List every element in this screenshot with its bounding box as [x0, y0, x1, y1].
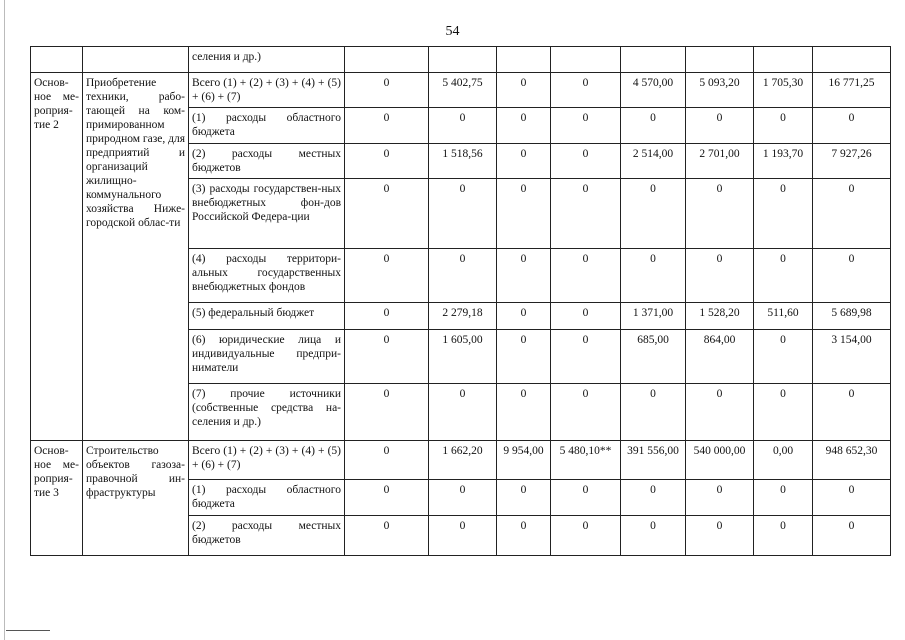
- value-cell: 1 528,20: [686, 303, 754, 330]
- value-cell: 0: [813, 480, 891, 516]
- footer-rule: [6, 630, 50, 631]
- value-cell: 9 954,00: [497, 441, 551, 480]
- funding-source-cell: (2) расходы местных бюджетов: [189, 144, 345, 179]
- value-cell: 2 279,18: [429, 303, 497, 330]
- activity-code-cell: Основ-ное ме-роприя-тие 2: [31, 73, 83, 441]
- funding-source-cell: (1) расходы областного бюджета: [189, 108, 345, 144]
- value-cell: 5 402,75: [429, 73, 497, 108]
- value-cell: 16 771,25: [813, 73, 891, 108]
- value-cell: 0: [754, 108, 813, 144]
- value-cell: 0: [497, 179, 551, 249]
- value-cell: 3 154,00: [813, 330, 891, 384]
- funding-source-cell: (5) федеральный бюджет: [189, 303, 345, 330]
- value-cell: 0: [813, 384, 891, 441]
- value-cell: 0: [621, 480, 686, 516]
- value-cell: 0: [754, 249, 813, 303]
- empty-cell: [345, 47, 429, 73]
- empty-cell: [551, 47, 621, 73]
- value-cell: 0: [686, 516, 754, 556]
- value-cell: 0: [813, 516, 891, 556]
- value-cell: 0: [813, 249, 891, 303]
- value-cell: 0: [497, 384, 551, 441]
- empty-cell: [429, 47, 497, 73]
- empty-cell: [83, 47, 189, 73]
- value-cell: 0: [754, 384, 813, 441]
- value-cell: 0: [813, 108, 891, 144]
- value-cell: 0: [497, 330, 551, 384]
- value-cell: 0: [754, 516, 813, 556]
- value-cell: 1 662,20: [429, 441, 497, 480]
- value-cell: 0: [345, 303, 429, 330]
- value-cell: 0: [551, 108, 621, 144]
- value-cell: 0: [686, 480, 754, 516]
- value-cell: 0: [754, 330, 813, 384]
- table-row: [31, 47, 891, 73]
- empty-cell: [497, 47, 551, 73]
- value-cell: 0: [813, 179, 891, 249]
- value-cell: 0: [497, 516, 551, 556]
- page-left-edge-line: [4, 0, 5, 640]
- value-cell: 0: [345, 144, 429, 179]
- empty-cell: [686, 47, 754, 73]
- funding-source-cell: (7) прочие источники (собственные средства на-селения и др.): [189, 384, 345, 441]
- empty-cell: [813, 47, 891, 73]
- funding-source-cell: (3) расходы государствен-ных внебюджетных фон-дов Российской Федера-ции: [189, 179, 345, 249]
- value-cell: 1 193,70: [754, 144, 813, 179]
- funding-table-container: [30, 46, 891, 556]
- funding-source-cell: (6) юридические лица и индивидуальные предпри-ниматели: [189, 330, 345, 384]
- value-cell: 0: [621, 249, 686, 303]
- value-cell: 0: [345, 441, 429, 480]
- value-cell: 1 605,00: [429, 330, 497, 384]
- value-cell: 4 570,00: [621, 73, 686, 108]
- value-cell: 0: [429, 108, 497, 144]
- value-cell: 391 556,00: [621, 441, 686, 480]
- value-cell: 0: [345, 108, 429, 144]
- value-cell: 0: [551, 303, 621, 330]
- value-cell: 0: [621, 108, 686, 144]
- value-cell: 0: [345, 384, 429, 441]
- funding-source-cell: Всего (1) + (2) + (3) + (4) + (5) + (6) + (7): [189, 73, 345, 108]
- value-cell: 0: [686, 108, 754, 144]
- empty-cell: [621, 47, 686, 73]
- funding-source-cell: (4) расходы территори-альных государственных внебюджетных фондов: [189, 249, 345, 303]
- value-cell: 0: [551, 179, 621, 249]
- funding-source-cell: Всего (1) + (2) + (3) + (4) + (5) + (6) + (7): [189, 441, 345, 480]
- value-cell: 0: [551, 384, 621, 441]
- value-cell: 0: [429, 480, 497, 516]
- value-cell: 0: [497, 144, 551, 179]
- value-cell: 0: [429, 384, 497, 441]
- table-row: [31, 73, 891, 108]
- value-cell: 0: [497, 480, 551, 516]
- funding-table: [30, 46, 891, 556]
- value-cell: 2 514,00: [621, 144, 686, 179]
- value-cell: 0: [345, 179, 429, 249]
- page-number: 54: [445, 24, 460, 39]
- value-cell: 0: [497, 108, 551, 144]
- value-cell: 0: [497, 73, 551, 108]
- value-cell: 1 371,00: [621, 303, 686, 330]
- value-cell: 5 093,20: [686, 73, 754, 108]
- value-cell: 0: [345, 516, 429, 556]
- funding-source-cell: (2) расходы местных бюджетов: [189, 516, 345, 556]
- empty-cell: [31, 47, 83, 73]
- funding-source-cell: селения и др.): [189, 47, 345, 73]
- value-cell: 0: [621, 384, 686, 441]
- value-cell: 0: [551, 516, 621, 556]
- value-cell: 0: [551, 330, 621, 384]
- value-cell: 0: [551, 73, 621, 108]
- value-cell: 948 652,30: [813, 441, 891, 480]
- value-cell: 0: [345, 480, 429, 516]
- value-cell: 0: [345, 73, 429, 108]
- value-cell: 0: [429, 179, 497, 249]
- activity-name-cell: Строительство объектов газоза-правочной ин-фраструктуры: [83, 441, 189, 556]
- value-cell: 0: [621, 179, 686, 249]
- value-cell: 685,00: [621, 330, 686, 384]
- value-cell: 864,00: [686, 330, 754, 384]
- value-cell: 0: [497, 249, 551, 303]
- value-cell: 2 701,00: [686, 144, 754, 179]
- value-cell: 0: [754, 480, 813, 516]
- value-cell: 0: [429, 249, 497, 303]
- funding-source-cell: (1) расходы областного бюджета: [189, 480, 345, 516]
- value-cell: 5 480,10**: [551, 441, 621, 480]
- table-row: [31, 441, 891, 480]
- value-cell: 0: [345, 249, 429, 303]
- value-cell: 0: [551, 144, 621, 179]
- value-cell: 0: [551, 249, 621, 303]
- value-cell: 5 689,98: [813, 303, 891, 330]
- value-cell: 0: [345, 330, 429, 384]
- value-cell: 0: [621, 516, 686, 556]
- value-cell: 0: [754, 179, 813, 249]
- value-cell: 0: [686, 384, 754, 441]
- activity-code-cell: Основ-ное ме-роприя-тие 3: [31, 441, 83, 556]
- value-cell: 0: [551, 480, 621, 516]
- value-cell: 7 927,26: [813, 144, 891, 179]
- value-cell: 1 518,56: [429, 144, 497, 179]
- value-cell: 0: [497, 303, 551, 330]
- activity-name-cell: Приобретение техники, рабо-тающей на ком-примированном природном газе, для предприятий и организаций жилищно-коммунального хозяйства Ниже-городской облас-ти: [83, 73, 189, 441]
- value-cell: 1 705,30: [754, 73, 813, 108]
- value-cell: 511,60: [754, 303, 813, 330]
- value-cell: 0: [686, 249, 754, 303]
- empty-cell: [754, 47, 813, 73]
- value-cell: 0: [429, 516, 497, 556]
- value-cell: 0: [686, 179, 754, 249]
- value-cell: 540 000,00: [686, 441, 754, 480]
- value-cell: 0,00: [754, 441, 813, 480]
